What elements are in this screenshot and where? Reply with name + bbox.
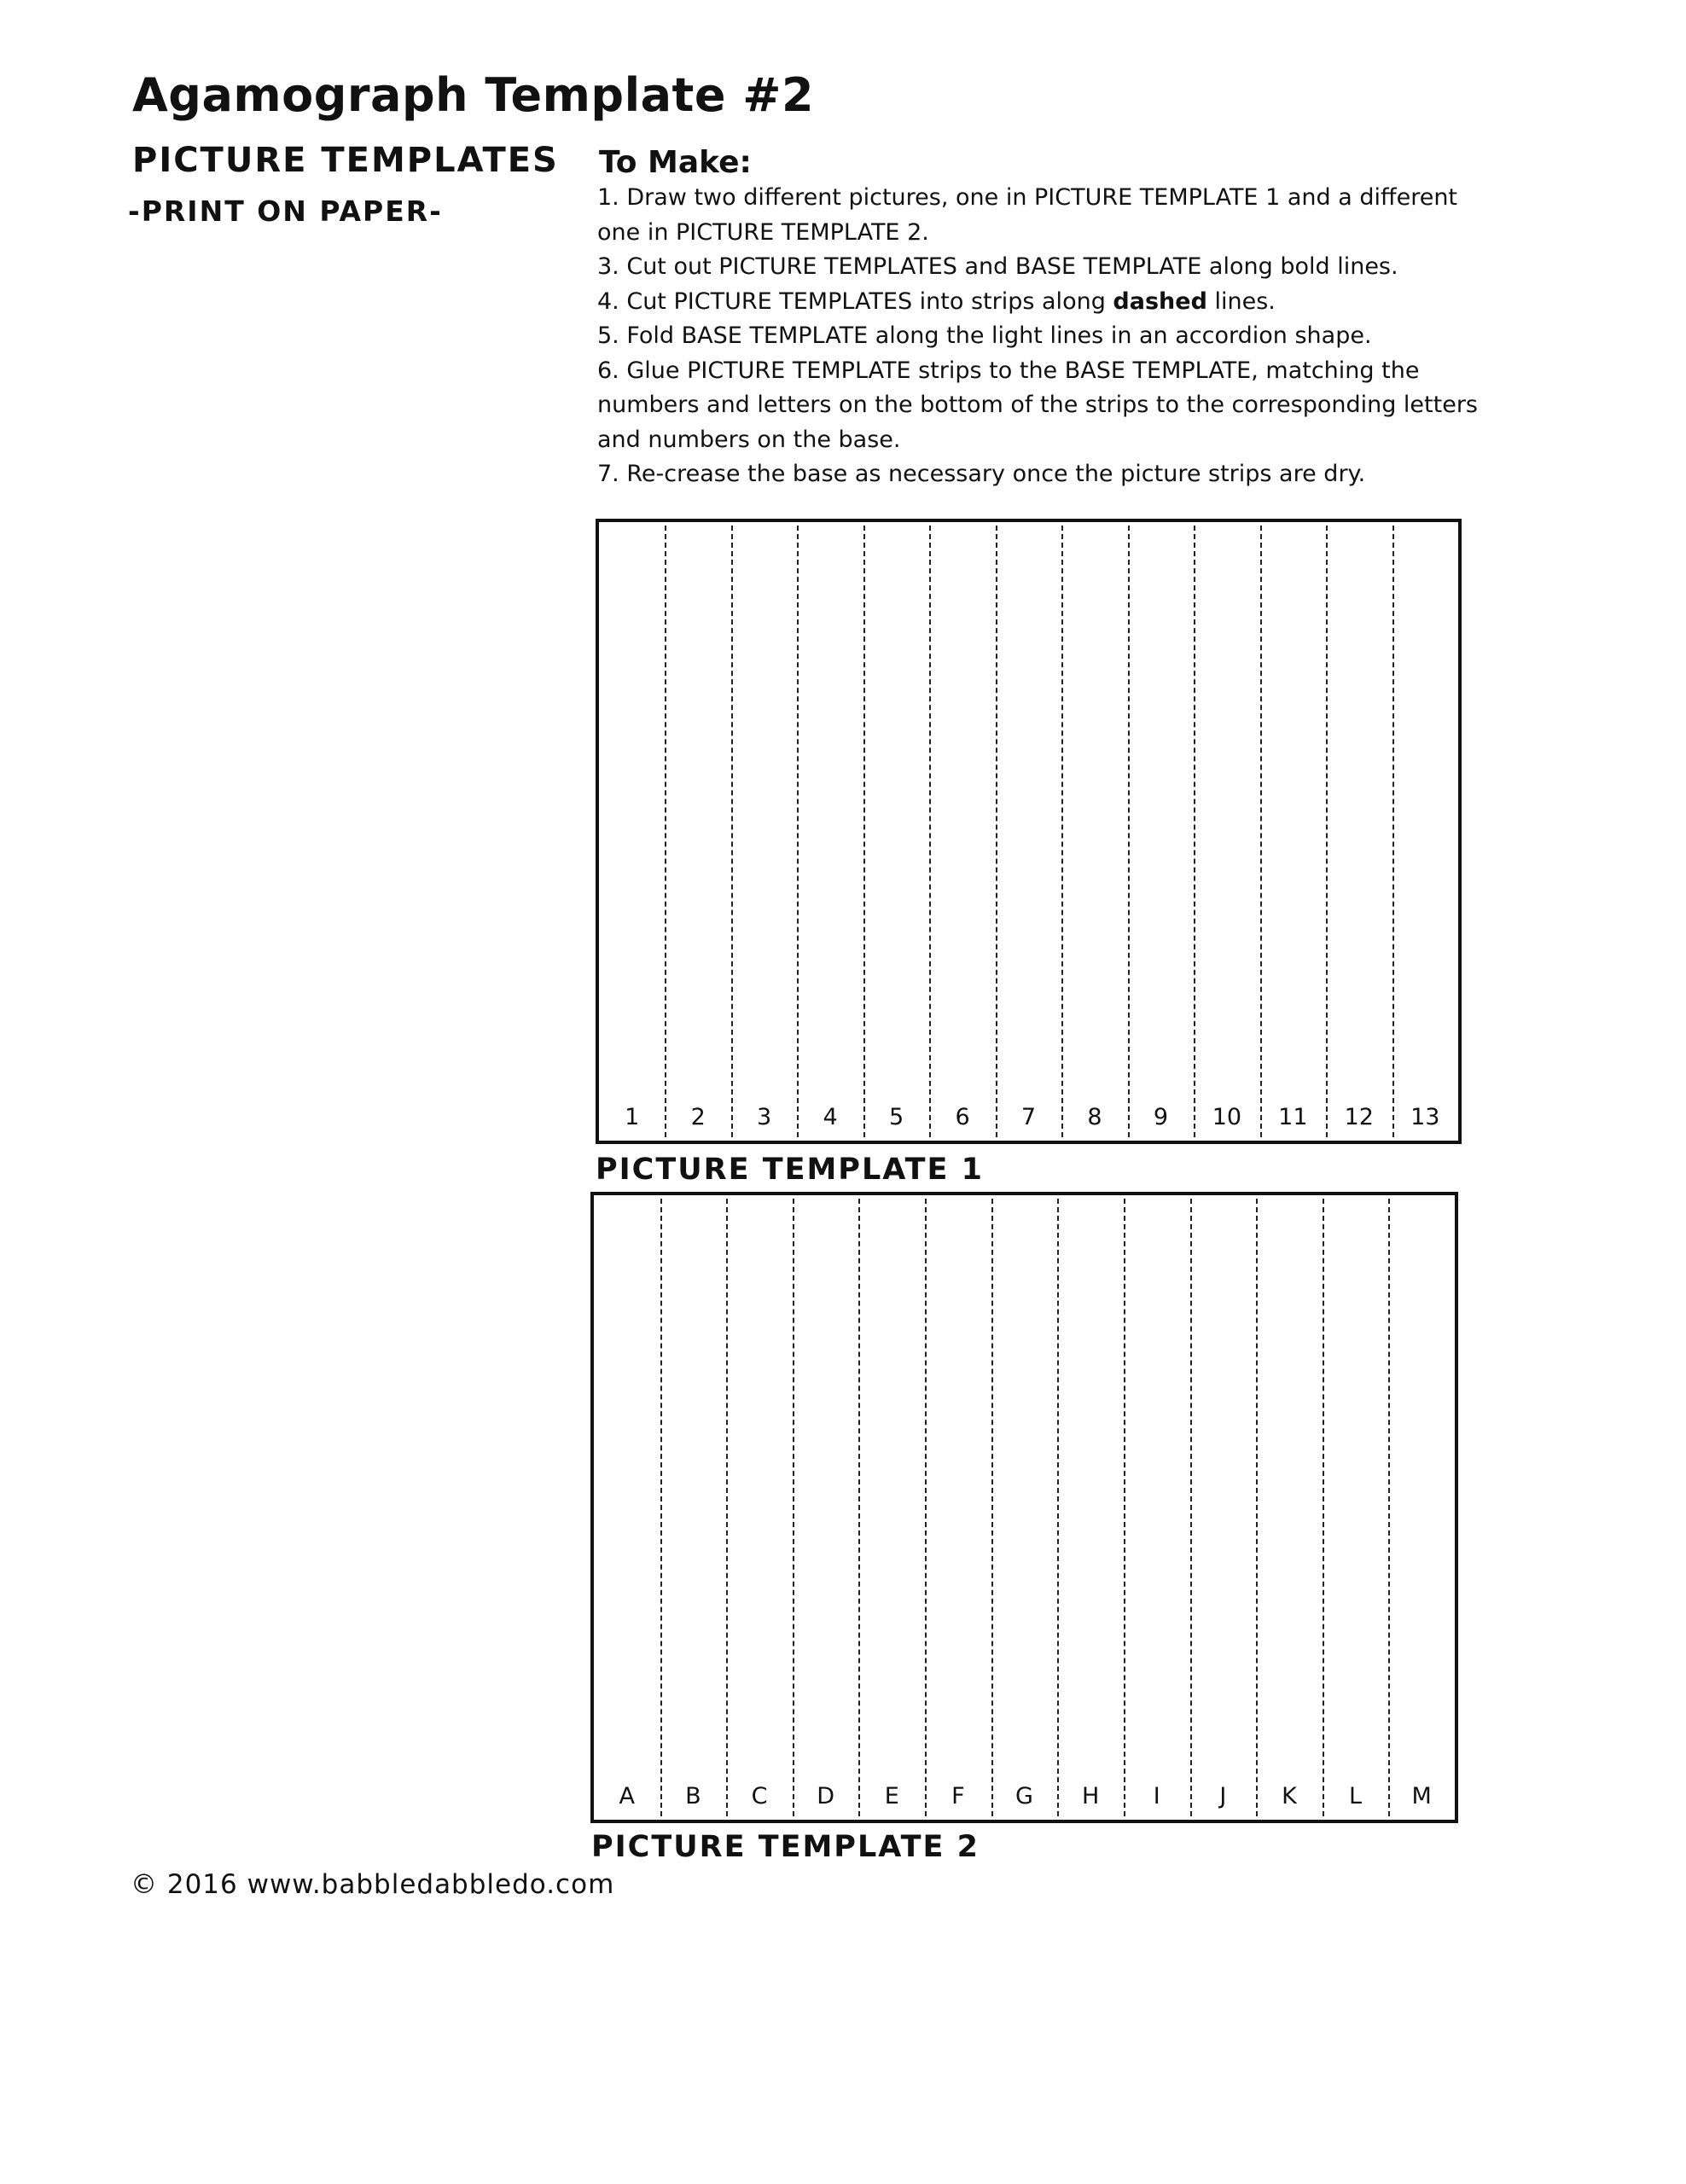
- strip-label: A: [619, 1783, 636, 1809]
- strip-label: 12: [1344, 1104, 1374, 1130]
- cut-line: [665, 526, 666, 1137]
- instruction-text: 4. Cut PICTURE TEMPLATES into strips along: [597, 288, 1113, 315]
- instructions-heading: To Make:: [599, 145, 752, 180]
- instruction-item: 5. Fold BASE TEMPLATE along the light lines in an accordion shape.: [597, 322, 1372, 349]
- strip-label: 13: [1410, 1104, 1440, 1130]
- picture-template-1-caption: PICTURE TEMPLATE 1: [596, 1153, 984, 1187]
- instructions-list: [597, 181, 1502, 492]
- copyright-notice: © 2016 www.babbledabbledo.com: [131, 1869, 615, 1900]
- picture-template-2-caption: PICTURE TEMPLATE 2: [591, 1830, 980, 1864]
- page-title: Agamograph Template #2: [132, 68, 815, 122]
- strip-label: K: [1282, 1783, 1297, 1809]
- strip-label: 11: [1278, 1104, 1308, 1130]
- instruction-text: lines.: [1206, 288, 1276, 315]
- instruction-item: 6. Glue PICTURE TEMPLATE strips to the BASE TEMPLATE, matching the numbers and letters on the bottom of the strips to the corresponding letters and numbers on the base.: [597, 357, 1478, 453]
- strip-label: 5: [888, 1104, 904, 1130]
- strip-label: I: [1153, 1783, 1160, 1809]
- strip-label: G: [1015, 1783, 1033, 1809]
- cut-line: [1128, 526, 1130, 1137]
- strip-label: B: [685, 1783, 701, 1809]
- strip-label: 2: [690, 1104, 706, 1130]
- strip-label: E: [884, 1783, 899, 1809]
- strip-label: F: [951, 1783, 965, 1809]
- strip-label: H: [1081, 1783, 1100, 1809]
- cut-line: [1256, 1199, 1258, 1816]
- instruction-item: 3. Cut out PICTURE TEMPLATES and BASE TEMPLATE along bold lines.: [597, 253, 1398, 280]
- strip-label: 1: [625, 1104, 640, 1130]
- instruction-item: 1. Draw two different pictures, one in PICTURE TEMPLATE 1 and a different one in PICTURE TEMPLATE 2.: [597, 184, 1458, 246]
- cut-line: [660, 1199, 662, 1816]
- section-subtitle: PICTURE TEMPLATES: [132, 141, 559, 180]
- cut-line: [1124, 1199, 1125, 1816]
- strip-label: 10: [1212, 1104, 1242, 1130]
- cut-line: [1260, 526, 1262, 1137]
- instruction-emphasis: dashed: [1113, 288, 1207, 315]
- strip-label: D: [817, 1783, 835, 1809]
- strip-label: 3: [757, 1104, 772, 1130]
- cut-line: [863, 526, 865, 1137]
- cut-line: [1392, 526, 1394, 1137]
- strip-label: L: [1349, 1783, 1363, 1809]
- cut-line: [793, 1199, 794, 1816]
- strip-label: 9: [1153, 1104, 1169, 1130]
- cut-line: [929, 526, 931, 1137]
- print-note: -PRINT ON PAPER-: [128, 195, 443, 228]
- strip-label: 6: [955, 1104, 970, 1130]
- instruction-item: [597, 285, 1502, 320]
- instruction-item: 7. Re-crease the base as necessary once the picture strips are dry.: [597, 461, 1366, 487]
- cut-line: [1057, 1199, 1059, 1816]
- strip-label: 8: [1087, 1104, 1102, 1130]
- cut-line: [1388, 1199, 1390, 1816]
- cut-line: [731, 526, 733, 1137]
- strip-label: 4: [823, 1104, 838, 1130]
- strip-label: C: [751, 1783, 768, 1809]
- cut-line: [1190, 1199, 1192, 1816]
- cut-line: [925, 1199, 927, 1816]
- cut-line: [991, 1199, 993, 1816]
- cut-line: [1323, 1199, 1324, 1816]
- strip-label: J: [1219, 1783, 1227, 1809]
- picture-template-1: [596, 519, 1462, 1144]
- cut-line: [1194, 526, 1195, 1137]
- cut-line: [797, 526, 799, 1137]
- cut-line: [1326, 526, 1328, 1137]
- cut-line: [858, 1199, 860, 1816]
- cut-line: [1061, 526, 1063, 1137]
- cut-line: [726, 1199, 728, 1816]
- picture-template-2: [590, 1192, 1458, 1823]
- strip-label: M: [1411, 1783, 1432, 1809]
- strip-label: 7: [1020, 1104, 1037, 1130]
- cut-line: [996, 526, 997, 1137]
